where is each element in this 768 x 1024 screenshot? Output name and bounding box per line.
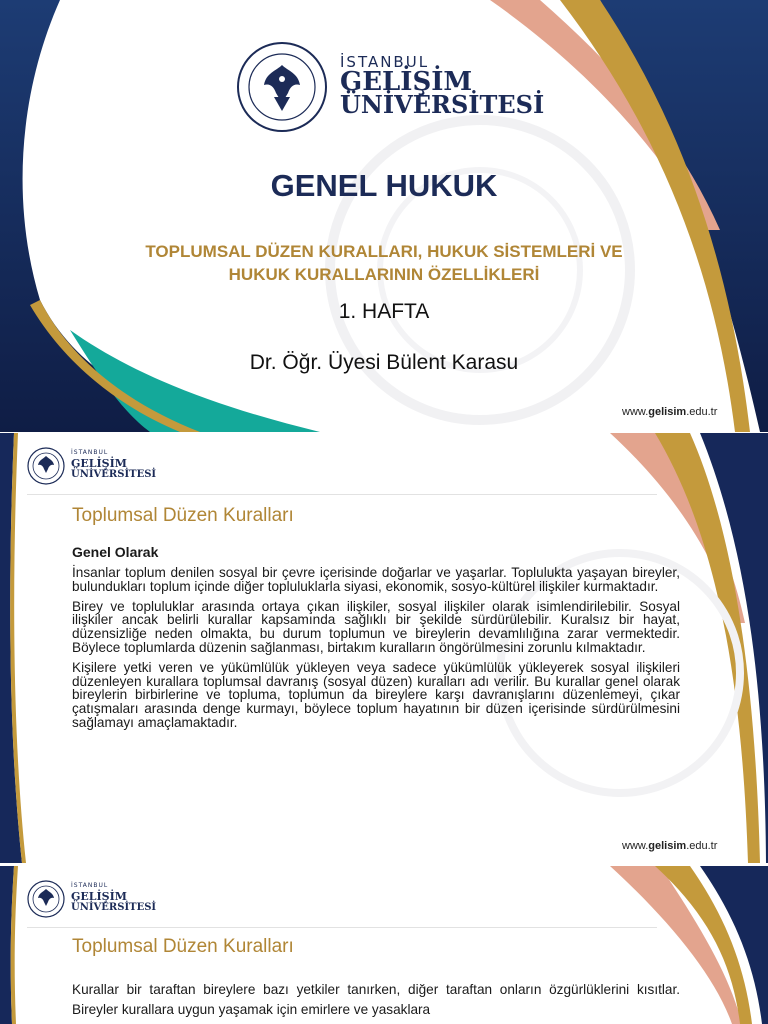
header-divider	[27, 927, 657, 928]
lecture-subtitle	[100, 240, 668, 286]
course-title: GENEL HUKUK	[270, 168, 498, 203]
website-link[interactable]	[622, 406, 717, 418]
paragraph-1: Kurallar bir taraftan bireylere bazı yetkiler tanırken, diğer taraftan onların özgürlüklerini kısıtlar. Bireyler kurallara uygun yaşamak için emirlere ve yasaklara	[72, 982, 680, 1017]
slide-2	[0, 433, 768, 863]
website-suffix: .edu.tr	[686, 840, 718, 852]
page-number: 2	[27, 842, 34, 854]
university-seal-logo	[236, 41, 328, 133]
subheading: Genel Olarak	[72, 544, 159, 560]
slide-3	[0, 866, 768, 1024]
small-logo-line3: ÜNİVERSİTESİ	[71, 902, 157, 913]
website-brand: gelisim	[648, 840, 687, 852]
small-logo-line1: İSTANBUL	[71, 882, 109, 889]
slide-1	[0, 0, 768, 432]
website-suffix: .edu.tr	[686, 406, 718, 418]
week-label: 1. HAFTA	[338, 300, 430, 323]
section-heading: Toplumsal Düzen Kuralları	[72, 936, 294, 957]
small-logo-line2: GELİŞİM	[71, 890, 127, 903]
lecture-subtitle-line2: HUKUK KURALLARININ ÖZELLİKLERİ	[228, 265, 540, 284]
paragraph-2: Birey ve topluluklar arasında ortaya çıkan ilişkiler, sosyal ilişkiler olarak isimlendirilebilir. Sosyal ilişkiler ancak belirli kurallar kapsamında sağlıklı bir şekilde sürdürülebilir. Kuralsız bir hayat, düzensizliğe neden olmakta, bu durum toplumun ve bireylerin devamlılığına zarar vermektedir. Böylece toplumlarda düzenin sağlanması, birtakım kuralların öngörülmesini zorunlu kılmaktadır.	[72, 598, 680, 655]
university-name-line1: İSTANBUL	[340, 53, 430, 71]
author-name: Dr. Öğr. Üyesi Bülent Karasu	[249, 351, 519, 374]
lecture-subtitle-line1: TOPLUMSAL DÜZEN KURALLARI, HUKUK SİSTEMLERİ VE	[145, 242, 623, 261]
small-logo-line2: GELİŞİM	[71, 457, 127, 470]
website-prefix: www.	[622, 406, 649, 418]
section-heading: Toplumsal Düzen Kuralları	[72, 505, 294, 526]
body-text	[72, 566, 680, 736]
paragraph-3: Kişilere yetki veren ve yükümlülük yükleyen veya sadece yükümlülük yükleyerek sosyal ilişkileri düzenleyen kurallara toplumsal davranış (sosyal düzen) kuralları adı verilir. Bu kurallar genel olarak bireylerin birbirlerine ve topluma, toplumun da bireylere karşı davranışlarını düzenlemeyi, çıkar çatışmaları arasında denge kurmayı, böylece toplum hayatının bir düzen içerisinde sürdürülmesini sağlamayı amaçlamaktadır.	[72, 659, 680, 730]
website-prefix: www.	[622, 840, 649, 852]
website-brand: gelisim	[648, 406, 687, 418]
small-seal-logo	[27, 880, 65, 918]
university-name-line3: ÜNİVERSİTESİ	[340, 90, 545, 119]
header-divider	[27, 494, 657, 495]
website-link[interactable]	[622, 840, 717, 852]
small-logo-line1: İSTANBUL	[71, 449, 109, 456]
small-logo-line3: ÜNİVERSİTESİ	[71, 469, 157, 480]
university-name-line2: GELİŞİM	[340, 67, 473, 97]
small-seal-logo	[27, 447, 65, 485]
body-text	[72, 980, 680, 1024]
paragraph-1: İnsanlar toplum denilen sosyal bir çevre içerisinde doğarlar ve yaşarlar. Toplulukta yaşayan bireyler, bulundukları toplum içinde diğer topluluklarla siyasi, ekonomik, sosyo-kültürel ilişkiler kurmaktadır.	[72, 565, 680, 594]
